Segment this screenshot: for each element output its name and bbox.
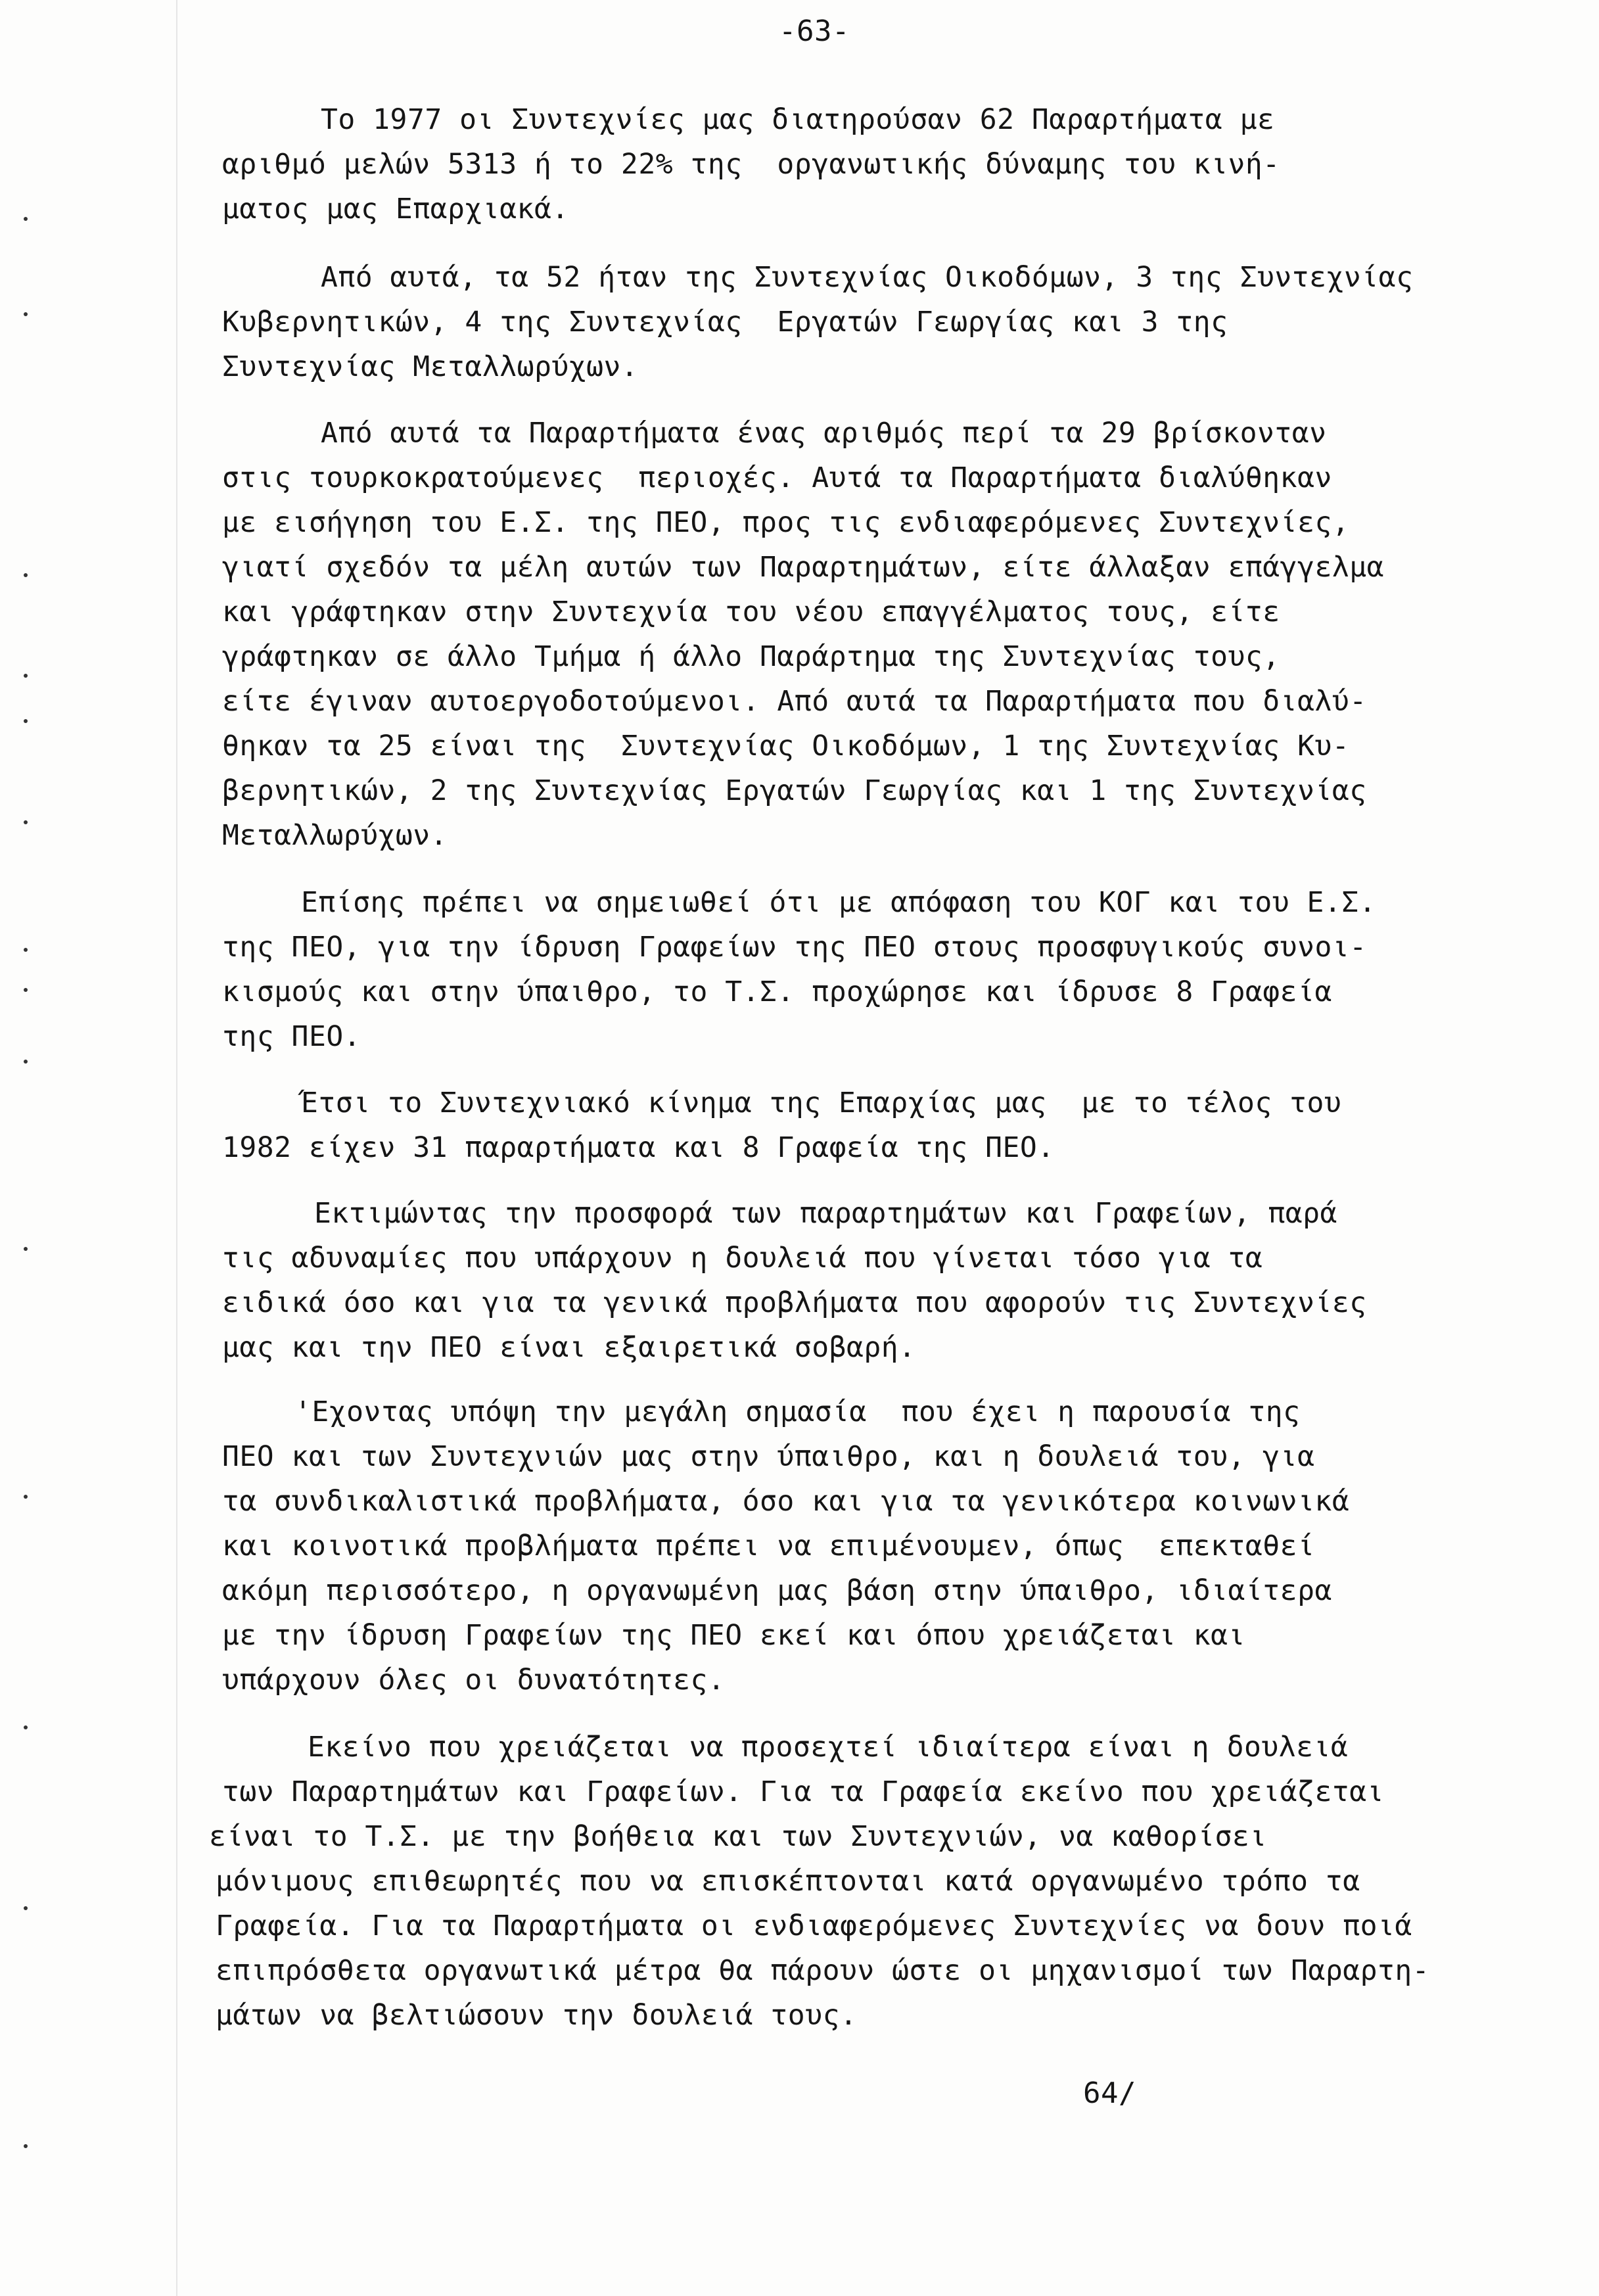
text-line: Μεταλλωρύχων. (222, 819, 448, 852)
scan-speck (24, 1495, 28, 1499)
text-line: ακόμη περισσότερο, η οργανωμένη μας βάση στην ύπαιθρο, ιδιαίτερα (222, 1574, 1332, 1607)
text-line: των Παραρτημάτων και Γραφείων. Για τα Γραφεία εκείνο που χρειάζεται (222, 1775, 1385, 1808)
text-line: Έτσι το Συντεχνιακό κίνημα της Επαρχίας μας με το τέλος του (301, 1087, 1342, 1119)
text-line: Συντεχνίας Μεταλλωρύχων. (222, 350, 639, 383)
text-line: γιατί σχεδόν τα μέλη αυτών των Παραρτημάτων, είτε άλλαξαν επάγγελμα (222, 551, 1385, 584)
scan-speck (24, 1247, 28, 1251)
text-line: επιπρόσθετα οργανωτικά μέτρα θα πάρουν ώστε οι μηχανισμοί των Παραρτη- (216, 1954, 1430, 1987)
text-line: Κυβερνητικών, 4 της Συντεχνίας Εργατών Γεωργίας και 3 της (222, 306, 1228, 339)
text-line: υπάρχουν όλες οι δυνατότητες. (222, 1664, 726, 1697)
scan-speck (24, 820, 28, 824)
text-line: Γραφεία. Για τα Παραρτήματα οι ενδιαφερόμενες Συντεχνίες να δουν ποιά (216, 1909, 1412, 1942)
scan-speck (24, 2144, 28, 2148)
text-line: ΠΕΟ και των Συντεχνιών μας στην ύπαιθρο, και η δουλειά του, για (222, 1440, 1315, 1473)
page-number: -63- (779, 14, 850, 48)
scan-speck (24, 674, 28, 678)
text-line: Εκτιμώντας την προσφορά των παραρτημάτων και Γραφείων, παρά (314, 1197, 1337, 1230)
text-line: 1982 είχεν 31 παραρτήματα και 8 Γραφεία της ΠΕΟ. (222, 1131, 1055, 1164)
text-line: μάτων να βελτιώσουν την δουλειά τους. (216, 1999, 858, 2032)
text-line: αριθμό μελών 5313 ή το 22% της οργανωτικής δύναμης του κινή- (222, 148, 1280, 181)
text-line: και κοινοτικά προβλήματα πρέπει να επιμένουμεν, όπως επεκταθεί (222, 1530, 1315, 1562)
text-line: τα συνδικαλιστικά προβλήματα, όσο και για τα γενικότερα κοινωνικά (222, 1485, 1350, 1518)
scan-speck (24, 988, 28, 992)
text-line: κισμούς και στην ύπαιθρο, το Τ.Σ. προχώρησε και ίδρυσε 8 Γραφεία (222, 975, 1332, 1008)
text-line: και γράφτηκαν στην Συντεχνία του νέου επαγγέλματος τους, είτε (222, 596, 1280, 628)
text-line: της ΠΕΟ, για την ίδρυση Γραφείων της ΠΕΟ στους προσφυγικούς συνοι- (222, 931, 1367, 964)
text-line: θηκαν τα 25 είναι της Συντεχνίας Οικοδόμων, 1 της Συντεχνίας Κυ- (222, 730, 1350, 762)
text-line: Εκείνο που χρειάζεται να προσεχτεί ιδιαίτερα είναι η δουλειά (308, 1731, 1349, 1764)
text-line: 'Εχοντας υπόψη την μεγάλη σημασία που έχει η παρουσία της (294, 1395, 1301, 1428)
text-line: Επίσης πρέπει να σημειωθεί ότι με απόφαση του ΚΟΓ και του Ε.Σ. (301, 886, 1377, 919)
scan-speck (24, 719, 28, 723)
text-line: ματος μας Επαρχιακά. (222, 193, 569, 225)
text-line: είναι το Τ.Σ. με την βοήθεια και των Συντεχνιών, να καθορίσει (209, 1820, 1267, 1853)
text-line: Από αυτά, τα 52 ήταν της Συντεχνίας Οικοδόμων, 3 της Συντεχνίας (321, 261, 1414, 294)
text-line: βερνητικών, 2 της Συντεχνίας Εργατών Γεωργίας και 1 της Συντεχνίας (222, 774, 1367, 807)
text-line: Από αυτά τα Παραρτήματα ένας αριθμός περί τα 29 βρίσκονταν (321, 417, 1327, 450)
scan-speck (24, 217, 28, 221)
text-line: μόνιμους επιθεωρητές που να επισκέπτονται κατά οργανωμένο τρόπο τα (216, 1865, 1360, 1898)
text-line: στις τουρκοκρατούμενες περιοχές. Αυτά τα Παραρτήματα διαλύθηκαν (222, 461, 1332, 494)
text-line: με την ίδρυση Γραφείων της ΠΕΟ εκεί και όπου χρειάζεται και (222, 1619, 1245, 1652)
text-line: με εισήγηση του Ε.Σ. της ΠΕΟ, προς τις ενδιαφερόμενες Συντεχνίες, (222, 506, 1350, 539)
text-line: ειδικά όσο και για τα γενικά προβλήματα που αφορούν τις Συντεχνίες (222, 1286, 1367, 1319)
scan-speck (24, 948, 28, 952)
scan-speck (24, 312, 28, 316)
scan-margin-line (176, 0, 177, 2296)
text-line: της ΠΕΟ. (222, 1020, 361, 1053)
text-line: Το 1977 οι Συντεχνίες μας διατηρούσαν 62 Παραρτήματα με (321, 103, 1275, 136)
scan-speck (24, 1060, 28, 1064)
text-line: γράφτηκαν σε άλλο Τμήμα ή άλλο Παράρτημα της Συντεχνίας τους, (222, 640, 1280, 673)
continuation-reference: 64/ (1083, 2076, 1136, 2110)
scan-speck (24, 1725, 28, 1729)
scan-speck (24, 573, 28, 577)
scan-speck (24, 1906, 28, 1910)
text-line: είτε έγιναν αυτοεργοδοτούμενοι. Από αυτά τα Παραρτήματα που διαλύ- (222, 685, 1367, 718)
text-line: μας και την ΠΕΟ είναι εξαιρετικά σοβαρή. (222, 1331, 916, 1364)
text-line: τις αδυναμίες που υπάρχουν η δουλειά που γίνεται τόσο για τα (222, 1242, 1263, 1275)
